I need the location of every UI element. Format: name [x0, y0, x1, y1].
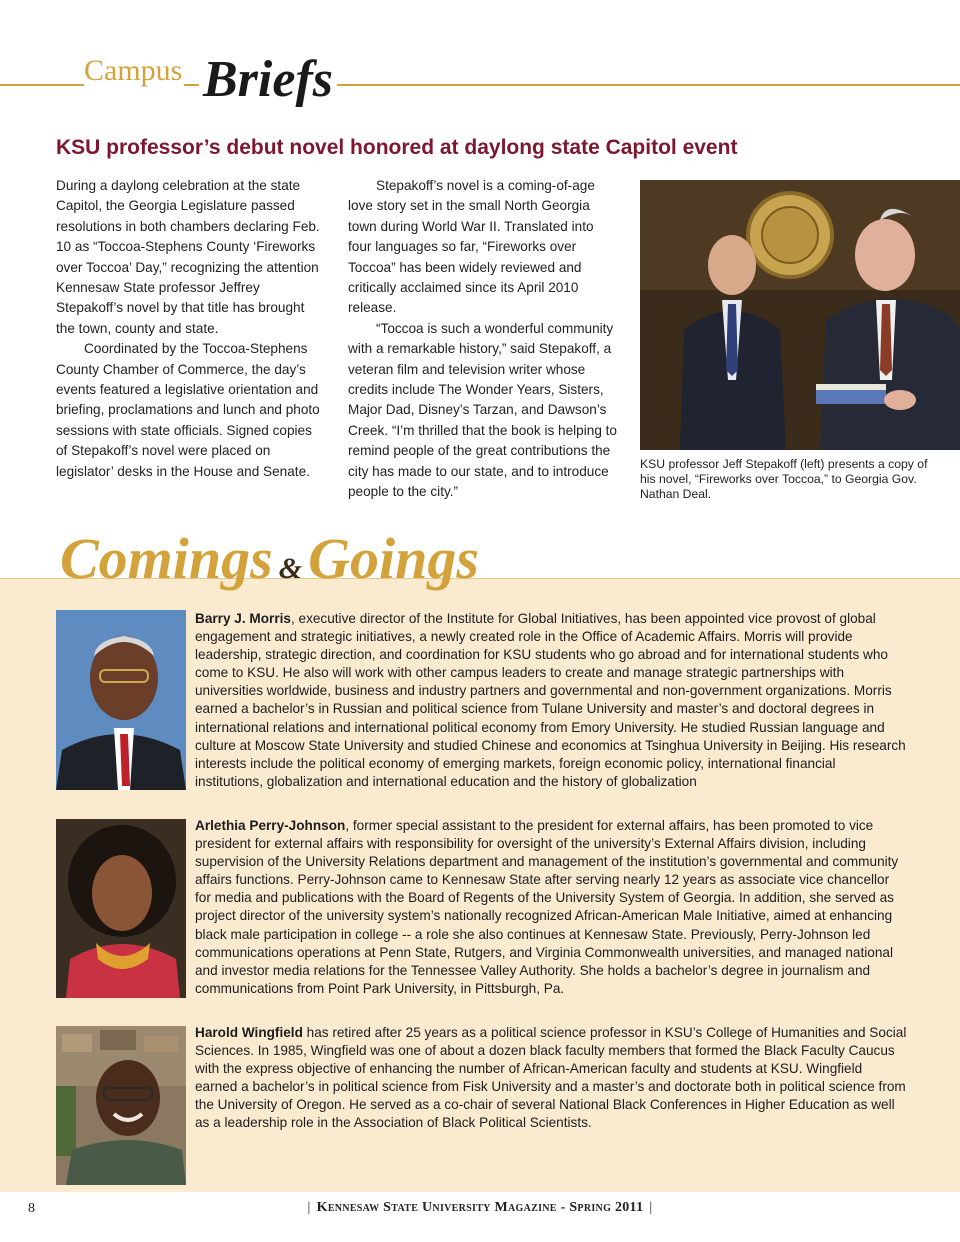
person-name: Arlethia Perry-Johnson	[195, 818, 346, 833]
footer-magazine-title	[0, 1200, 960, 1216]
photo-illustration	[640, 180, 960, 450]
article-paragraph: Coordinated by the Toccoa-Stephens County Chamber of Commerce, the day’s events featured a legislative orientation and briefing, proclamations and lunch and photo sessions with state officials. Signed copies of Stepakoff’s novel were placed on legislator’ desks in the House and Senate.	[56, 341, 320, 479]
article-paragraph: “Toccoa is such a wonderful community with a remarkable history,” said Stepakoff, a veteran film and television writer whose credits include The Wonder Years, Sisters, Major Dad, Disney’s Tarzan, and Dawson’s Creek. “I’m thrilled that the book is helping to remind people of the great contributions the city has made to our state, and to introduce people to the city.”	[348, 320, 617, 500]
article-column-2	[348, 176, 620, 503]
article-paragraph: During a daylong celebration at the state Capitol, the Georgia Legislature passed resolutions in both chambers declaring Feb. 10 as “Toccoa-Stephens County ‘Fireworks over Toccoa’ Day,” recognizing the attention Kennesaw State professor Jeffrey Stepakoff’s novel by that title has brought the town, county and state.	[56, 178, 320, 336]
article-headline: KSU professor’s debut novel honored at daylong state Capitol event	[56, 136, 738, 159]
page-number: 8	[28, 1201, 35, 1216]
title-goings: Goings	[308, 526, 479, 591]
title-ampersand: &	[278, 552, 303, 585]
person-bio: has retired after 25 years as a political science professor in KSU’s College of Humanities and Social Sciences. In 1985, Wingfield was one of about a dozen black faculty members that formed the Black Faculty Caucus with the express objective of enhancing the number of African-American faculty and students at KSU. Wingfield earned a bachelor’s in political science from Fisk University and a master’s and doctorate both in political science from the University of Oregon. He served as a co-chair of several National Black Conferences in Higher Education as well as a leadership role in the Association of Black Political Scientists.	[195, 1025, 907, 1131]
portrait-illustration	[56, 610, 186, 790]
comings-goings-title	[60, 526, 479, 591]
bio-arlethia-perry-johnson	[195, 817, 907, 998]
portrait-illustration	[56, 819, 186, 998]
section-label-briefs: Briefs	[199, 54, 337, 106]
portrait-barry-morris	[56, 610, 186, 790]
bio-barry-morris	[195, 610, 907, 791]
capitol-event-photo	[640, 180, 960, 450]
footer-title-text: Kennesaw State University Magazine - Spring 2011	[316, 1200, 644, 1215]
bio-harold-wingfield	[195, 1024, 907, 1133]
title-comings: Comings	[60, 526, 273, 591]
section-label-campus: Campus	[84, 54, 183, 87]
article-paragraph: Stepakoff’s novel is a coming-of-age love story set in the small North Georgia town during World War II. Translated into four languages so far, “Fireworks over Toccoa” has been widely reviewed and critically acclaimed since its April 2010 release.	[348, 178, 595, 316]
footer-bar: |	[649, 1200, 653, 1215]
photo-caption: KSU professor Jeff Stepakoff (left) presents a copy of his novel, “Fireworks over Toccoa,” to Georgia Gov. Nathan Deal.	[640, 457, 928, 501]
person-bio: , former special assistant to the president for external affairs, has been promoted to vice president for external affairs with responsibility for oversight of the university’s External Affairs division, including supervision of the University Relations department and management of the institution’s governmental and community affairs functions. Perry-Johnson came to Kennesaw State after serving nearly 12 years as associate vice chancellor for media and publications with the Board of Regents of the University System of Georgia. In addition, she served as project director of the university system’s nationally recognized African-American Male Initiative, aimed at enhancing black male participation in college -- a role she also continues at Kennesaw State. Previously, Perry-Johnson led communications operations at Penn State, Rutgers, and Virginia Commonwealth universities, and managed national and investor media relations for the Tennessee Valley Authority. She holds a bachelor’s degree in journalism and communications from Point Park University, in Pittsburgh, Pa.	[195, 818, 899, 996]
person-bio: , executive director of the Institute for Global Initiatives, has been appointed vice provost of global engagement and strategic initiatives, a newly created role in the Office of Academic Affairs. Morris will provide leadership, strategic direction, and coordination for KSU students who go abroad and for international students who come to KSU. He also will work with other campus leaders to create and manage strategic partnerships with universities worldwide, business and industry partners and governmental and non-government organizations. Morris earned a bachelor’s in Russian and political science from Tulane University and master’s and doctoral degrees in international relations and international political economy from Emory University. He studied Russian language and culture at Moscow State University and studied Chinese and economics at Tsinghua University in Beijing. His research interests include the political economy of emerging markets, foreign economic policy, international financial institutions, globalization and international education and the history of globalization	[195, 611, 906, 789]
article-column-1	[56, 176, 322, 482]
portrait-arlethia-perry-johnson	[56, 819, 186, 998]
portrait-illustration	[56, 1026, 186, 1185]
person-name: Barry J. Morris	[195, 611, 291, 626]
footer-bar: |	[307, 1200, 311, 1215]
portrait-harold-wingfield	[56, 1026, 186, 1185]
person-name: Harold Wingfield	[195, 1025, 303, 1040]
